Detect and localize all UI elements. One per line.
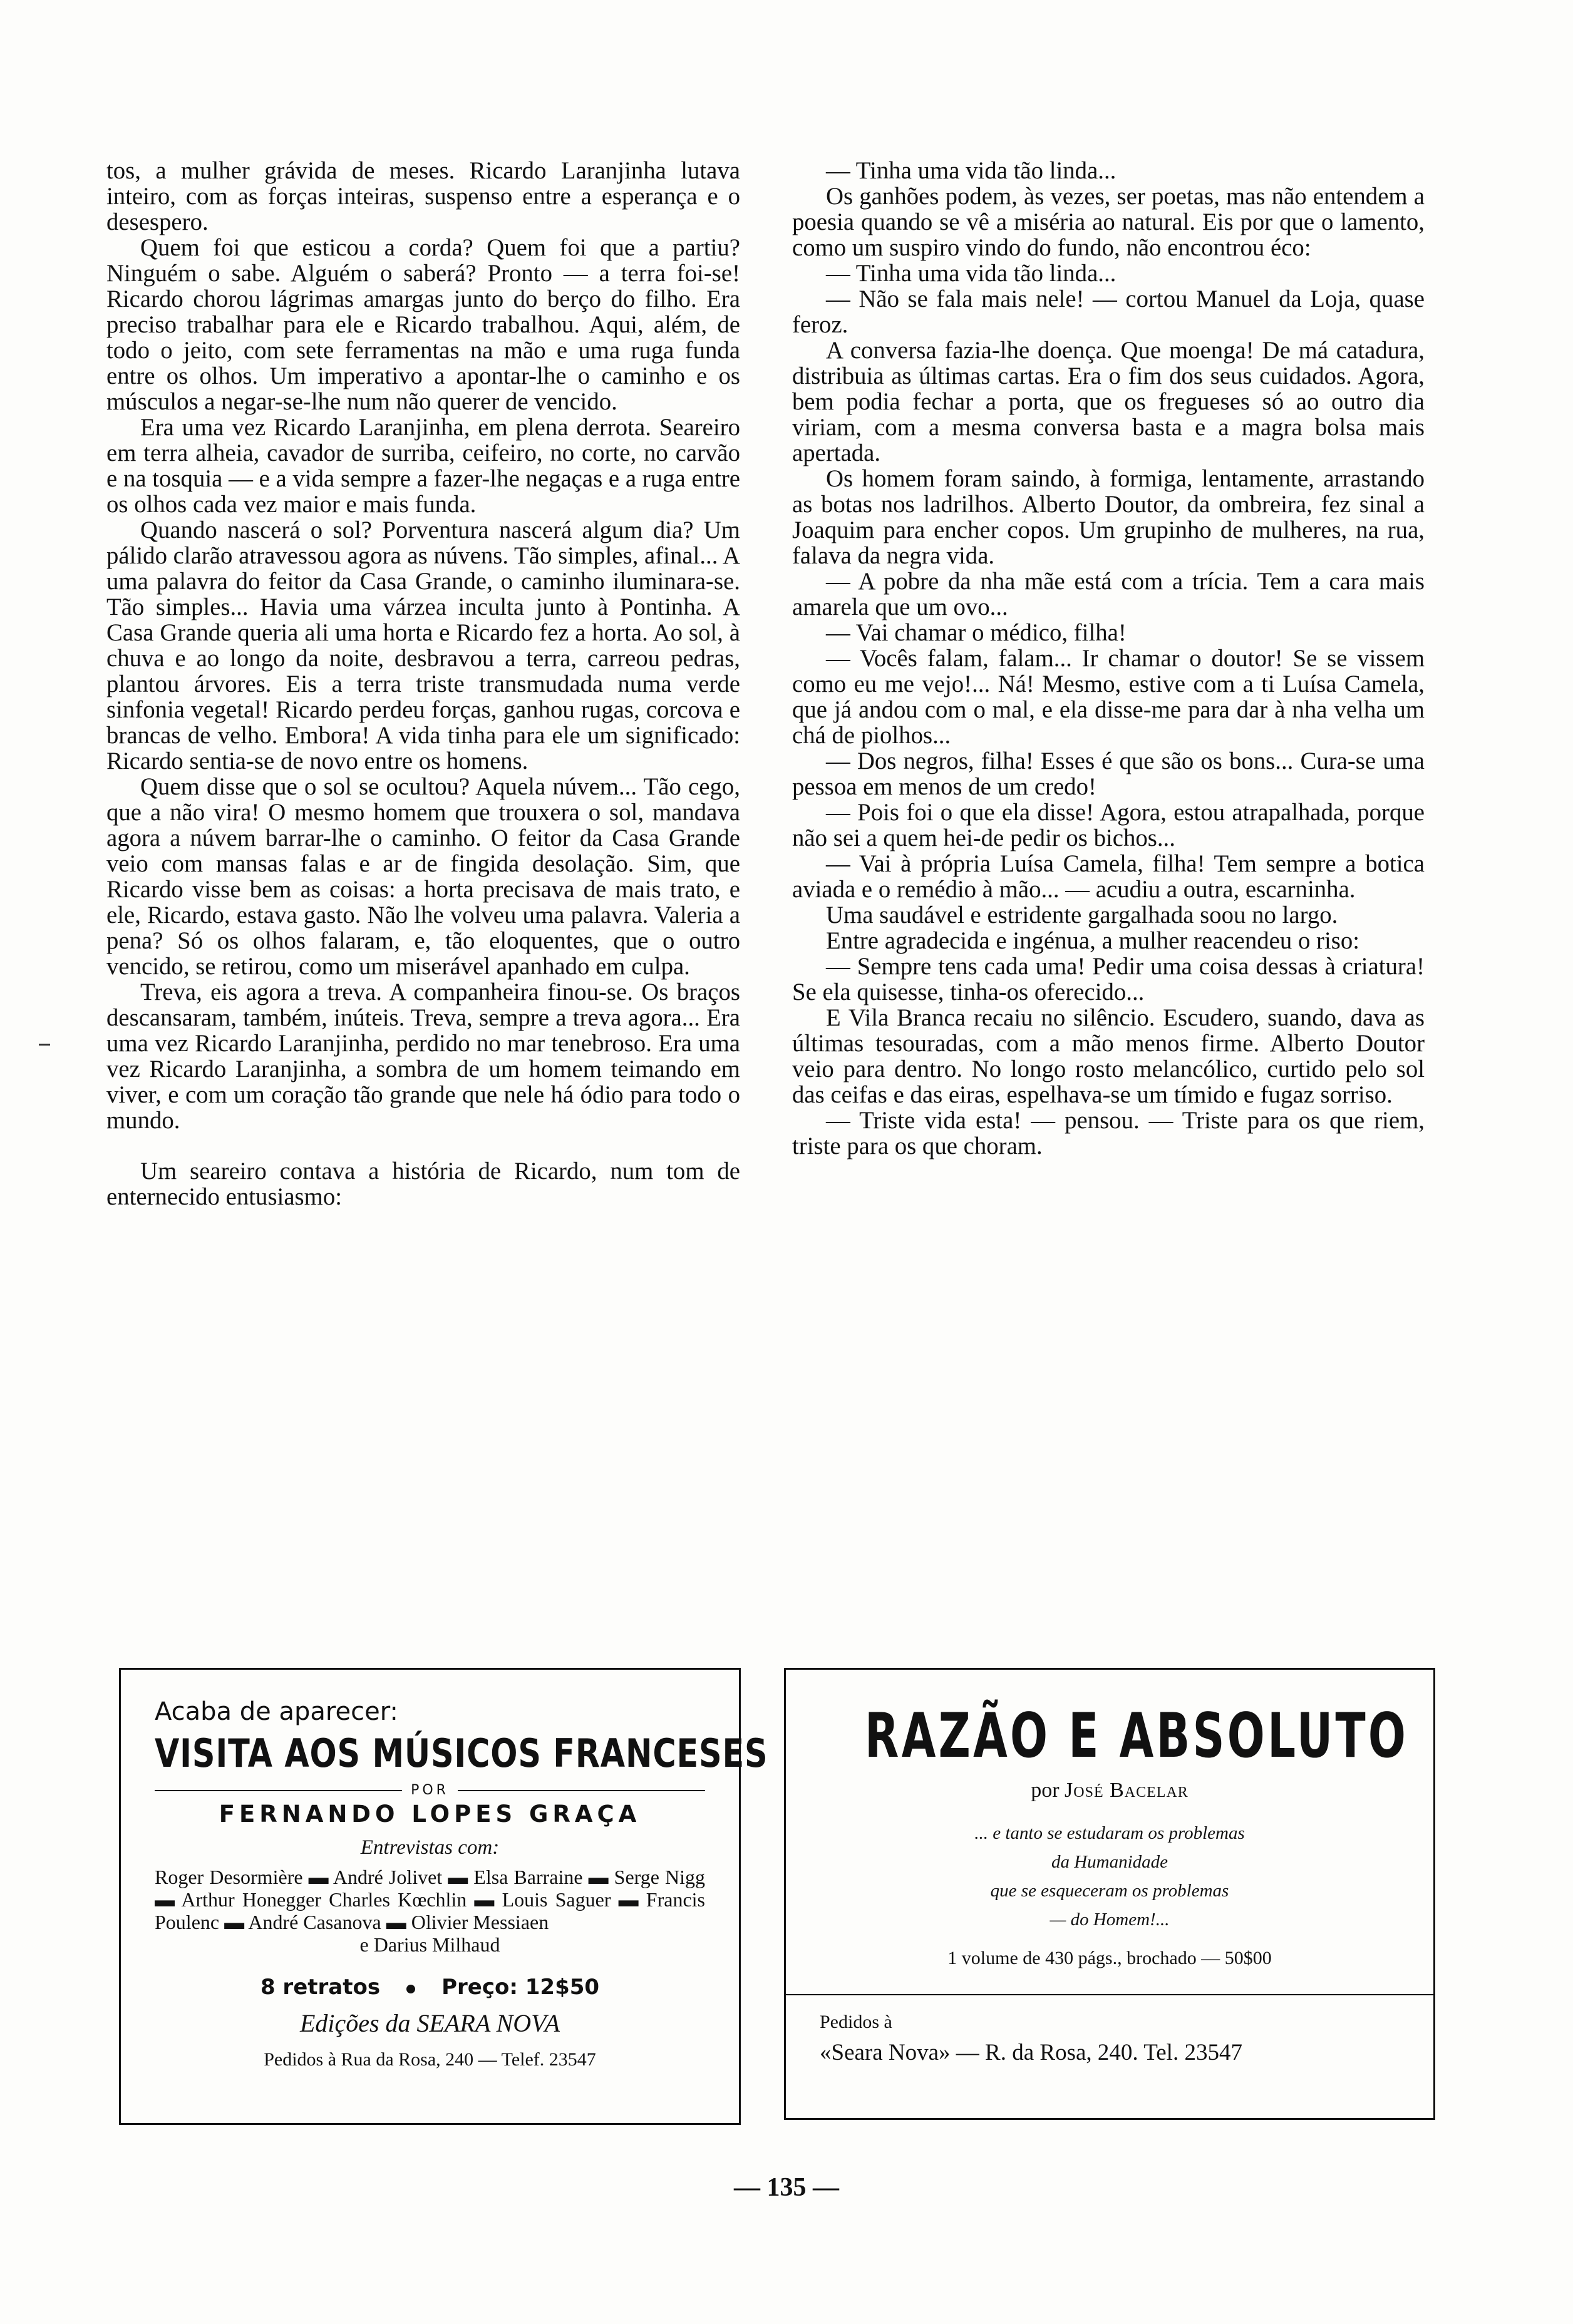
ad-quote bbox=[820, 1819, 1400, 1934]
rule bbox=[458, 1790, 705, 1791]
dialogue-line: — Pois foi o que ela disse! Agora, estou atrapalhada, porque não sei a quem hei-de pedir os bichos... bbox=[792, 799, 1425, 851]
book-ad-visita bbox=[119, 1668, 768, 2125]
publisher: Edições da SEARA NOVA bbox=[299, 2009, 560, 2037]
ad-title: RAZÃO E ABSOLUTO bbox=[865, 1700, 1409, 1772]
quote-line: que se esqueceram os problemas bbox=[990, 1881, 1229, 1901]
orders-address: «Seara Nova» — R. da Rosa, 240. Tel. 23547 bbox=[820, 2040, 1242, 2065]
quote-line: — do Homem!... bbox=[1050, 1910, 1170, 1930]
ad-byline bbox=[820, 1779, 1400, 1802]
portraits-count: 8 retratos bbox=[260, 1975, 381, 2000]
article-left-column bbox=[106, 158, 740, 1210]
dialogue-line: — Sempre tens cada uma! Pedir uma coisa dessas à criatura! Se ela quisesse, tinha-os oferecido... bbox=[792, 953, 1425, 1005]
quote-line: da Humanidade bbox=[1051, 1852, 1168, 1872]
quote-line: ... e tanto se estudaram os problemas bbox=[974, 1823, 1245, 1843]
paragraph: Os homem foram saindo, à formiga, lentamente, arrastando as botas nos ladrilhos. Alberto Doutor, da ombreira, fez sinal a Joaquim para encher copos. Um grupinho de mulheres, na rua, falava da negra vida. bbox=[792, 465, 1425, 569]
dialogue-line: — Vocês falam, falam... Ir chamar o doutor! Se se vissem como eu me vejo!... Ná! Mesmo, estive com a ti Luísa Camela, que já andou com o mal, e ela disse-me para dar à nha velha um chá de piolhos... bbox=[792, 645, 1425, 749]
margin-mark bbox=[39, 1044, 50, 1046]
paragraph: Quando nascerá o sol? Porventura nascerá algum dia? Um pálido clarão atravessou agora as núvens. Tão simples, afinal... A uma palavra do feitor da Casa Grande, o caminho iluminara-se. Tão simples... Havia uma várzea inculta junto à Pontinha. A Casa Grande queria ali uma horta e Ricardo fez a horta. Ao sol, à chuva e ao longo da noite, desbravou a terra, carreou pedras, plantou árvores. Eis a terra triste transmudada numa verde sinfonia vegetal! Ricardo perdeu forças, ganhou rugas, corcova e brancas de velho. Embora! A vida tinha para ele um significado: Ricardo sentia-se de novo entre os homens. bbox=[106, 517, 741, 774]
orders-address: Pedidos à Rua da Rosa, 240 — Telef. 23547 bbox=[264, 2049, 596, 2070]
page-number: — 135 — bbox=[734, 2173, 839, 2202]
paragraph: A conversa fazia-lhe doença. Que moenga! De má catadura, distribuia as últimas cartas. Era o fim dos seus cuidados. Agora, bem podia fechar a porta, que os fregueses só ao outro dia viriam, com a mesma conversa basta e a magra bolsa mais apertada. bbox=[792, 337, 1425, 466]
price-line bbox=[155, 1975, 705, 2000]
paragraph: Quem foi que esticou a corda? Quem foi que a partiu? Ninguém o sabe. Alguém o saberá? Pronto — a terra foi-se! Ricardo chorou lágrimas amargas junto do berço do filho. Era preciso trabalhar para ele e Ricardo trabalhou. Aqui, além, de todo o jeito, com sete ferramentas na mão e uma ruga funda entre os olhos. Um imperativo a apontar-lhe o caminho e os músculos a negar-se-lhe num não querer de vencido. bbox=[106, 234, 740, 415]
article-right-column bbox=[792, 158, 1425, 1159]
paragraph: E Vila Branca recaiu no silêncio. Escudero, suando, dava as últimas tesouradas, com a mão menos firme. Alberto Doutor veio para dentro. No longo rosto melancólico, curtido pelo sol das ceifas e das eiras, espelhava-se um tímido e fugaz sorriso. bbox=[792, 1004, 1425, 1108]
orders-label: Pedidos à bbox=[820, 2012, 892, 2032]
ad-kicker: Acaba de aparecer: bbox=[155, 1697, 398, 1726]
paragraph: Era uma vez Ricardo Laranjinha, em plena derrota. Seareiro em terra alheia, cavador de surriba, ceifeiro, no corte, no carvão e na tosquia — e a vida sempre a fazer-lhe negaças e a ruga entre os olhos cada vez maior e mais funda. bbox=[106, 414, 740, 518]
ad-subtitle: Entrevistas com: bbox=[360, 1836, 500, 1859]
divider bbox=[786, 1994, 1433, 1995]
bullet-icon bbox=[406, 1985, 415, 1993]
ad-author: FERNANDO LOPES GRAÇA bbox=[219, 1801, 641, 1828]
dialogue-line: — A pobre da nha mãe está com a trícia. Tem a cara mais amarela que um ovo... bbox=[792, 568, 1425, 620]
dialogue-line: — Vai chamar o médico, filha! bbox=[826, 619, 1127, 646]
by-label: por bbox=[1031, 1779, 1060, 1802]
paragraph: Os ganhões podem, às vezes, ser poetas, mas não entendem a poesia quando se vê a miséria ao natural. Eis por que o lamento, como um suspiro vindo do fundo, não encontrou éco: bbox=[792, 183, 1425, 261]
rule bbox=[155, 1790, 402, 1791]
por-line bbox=[155, 1782, 705, 1798]
ad-title: VISITA AOS MÚSICOS FRANCESES bbox=[155, 1730, 768, 1776]
ad-author: José Bacelar bbox=[1065, 1779, 1189, 1802]
price: Preço: 12$50 bbox=[441, 1975, 600, 2000]
interviewee-last: e Darius Milhaud bbox=[359, 1933, 500, 1956]
interviewee-list bbox=[155, 1866, 705, 1956]
paragraph: Treva, eis agora a treva. A companheira finou-se. Os braços descansaram, também, inúteis. Treva, sempre a treva agora... Era uma vez Ricardo Laranjinha, perdido no mar tenebroso. Era uma vez Ricardo Laranjinha, a sombra de um homem teimando em viver, e com um coração tão grande que nele há ódio para todo o mundo. bbox=[106, 979, 740, 1134]
interviewee-names: Roger Desormière ▬ André Jolivet ▬ Elsa Barraine ▬ Serge Nigg ▬ Arthur Honegger Charles Kœchlin ▬ Louis Saguer ▬ Francis Poulenc ▬ André Casanova ▬ Olivier Messiaen bbox=[155, 1866, 705, 1933]
dialogue-line: — Tinha uma vida tão linda... bbox=[826, 157, 1117, 184]
paragraph: Entre agradecida e ingénua, a mulher reacendeu o riso: bbox=[826, 927, 1360, 954]
paragraph: Um seareiro contava a história de Ricardo, num tom de enternecido entusiasmo: bbox=[106, 1158, 740, 1210]
dialogue-line: — Vai à própria Luísa Camela, filha! Tem sempre a botica aviada e o remédio à mão... — acudiu a outra, escarninha. bbox=[792, 850, 1425, 903]
paragraph: tos, a mulher grávida de meses. Ricardo Laranjinha lutava inteiro, com as forças inteiras, suspenso entre a esperança e o desespero. bbox=[106, 157, 740, 235]
dialogue-line: — Tinha uma vida tão linda... bbox=[826, 260, 1117, 287]
book-ad-razao bbox=[784, 1668, 1435, 2120]
paragraph: Quem disse que o sol se ocultou? Aquela núvem... Tão cego, que a não vira! O mesmo homem que trouxera o sol, mandava agora a núvem barrar-lhe o caminho. O feitor da Casa Grande veio com mansas falas e ar de fingida desolação. Sim, que Ricardo visse bem as coisas: a horta precisava de mais trato, e ele, Ricardo, estava gasto. Não lhe volveu uma palavra. Valeria a pena? Só os olhos falaram, e, tão eloquentes, que o outro vencido, se retirou, como um miserável apanhado em culpa. bbox=[106, 773, 740, 980]
dialogue-line: — Triste vida esta! — pensou. — Triste para os que riem, triste para os que choram. bbox=[792, 1107, 1425, 1159]
paragraph: Uma saudável e estridente gargalhada soou no largo. bbox=[826, 902, 1338, 928]
por-label: POR bbox=[411, 1782, 449, 1798]
volume-info: 1 volume de 430 págs., brochado — 50$00 bbox=[947, 1948, 1272, 1968]
dialogue-line: — Dos negros, filha! Esses é que são os bons... Cura-se uma pessoa em menos de um credo! bbox=[792, 748, 1425, 800]
dialogue-line: — Não se fala mais nele! — cortou Manuel da Loja, quase feroz. bbox=[792, 285, 1425, 338]
